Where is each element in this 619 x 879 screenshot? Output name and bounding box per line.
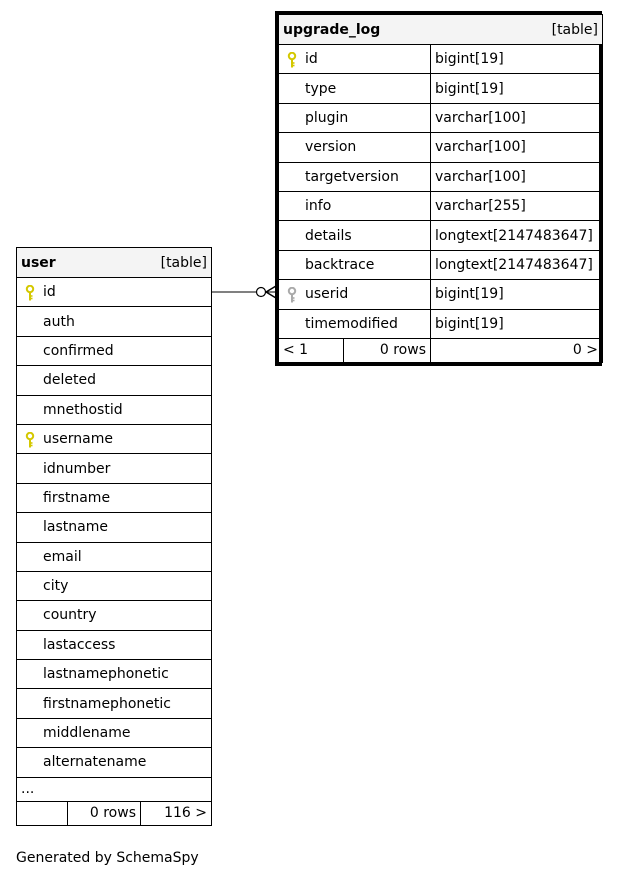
log-footer-rows: 0 rows — [344, 338, 431, 362]
table-row[interactable] — [17, 336, 212, 365]
column-type: bigint[19] — [431, 280, 603, 309]
column-name: firstnamephonetic — [43, 695, 171, 712]
column-name: username — [43, 431, 113, 448]
more-columns-indicator: ... — [17, 777, 212, 801]
column-name: country — [43, 607, 97, 624]
column-id[interactable] — [279, 45, 431, 74]
column-city[interactable] — [17, 571, 212, 600]
column-name: id — [43, 284, 56, 301]
column-backtrace[interactable] — [279, 250, 431, 279]
column-lastnamephonetic[interactable] — [17, 660, 212, 689]
table-row[interactable] — [17, 601, 212, 630]
table-row[interactable] — [17, 395, 212, 424]
table-row[interactable] — [279, 103, 603, 132]
column-alternatename[interactable] — [17, 748, 212, 777]
user-footer-rows: 0 rows — [68, 801, 141, 825]
table-row[interactable] — [279, 162, 603, 191]
column-name: id — [305, 51, 318, 68]
column-name: lastname — [43, 519, 108, 536]
column-type[interactable] — [279, 74, 431, 103]
column-name: targetversion — [305, 168, 399, 185]
column-name: alternatename — [43, 754, 147, 771]
table-row[interactable] — [17, 483, 212, 512]
upgrade-log-table[interactable] — [275, 11, 602, 366]
column-name: plugin — [305, 109, 349, 126]
column-name: auth — [43, 313, 75, 330]
table-row[interactable] — [17, 366, 212, 395]
column-middlename[interactable] — [17, 718, 212, 747]
log-footer-children: 0 > — [431, 338, 603, 362]
user-table-name: user — [21, 254, 56, 271]
column-type: varchar[255] — [431, 191, 603, 220]
column-type: varchar[100] — [431, 133, 603, 162]
table-row[interactable] — [17, 748, 212, 777]
column-name: idnumber — [43, 460, 111, 477]
table-row[interactable] — [279, 280, 603, 309]
column-confirmed[interactable] — [17, 336, 212, 365]
table-row[interactable] — [17, 454, 212, 483]
column-auth[interactable] — [17, 307, 212, 336]
column-info[interactable] — [279, 191, 431, 220]
column-name: lastaccess — [43, 636, 116, 653]
column-type: varchar[100] — [431, 103, 603, 132]
table-row[interactable] — [17, 689, 212, 718]
user-table-kind: [table] — [160, 254, 207, 271]
table-row[interactable] — [17, 571, 212, 600]
column-name: deleted — [43, 372, 96, 389]
column-type: longtext[2147483647] — [431, 250, 603, 279]
upgrade-log-table-name: upgrade_log — [283, 21, 381, 38]
table-row[interactable] — [279, 250, 603, 279]
table-row[interactable] — [17, 278, 212, 307]
column-firstnamephonetic[interactable] — [17, 689, 212, 718]
column-lastname[interactable] — [17, 513, 212, 542]
user-footer-children[interactable]: 116 > — [141, 801, 212, 825]
log-footer-parents[interactable]: < 1 — [279, 338, 344, 362]
column-timemodified[interactable] — [279, 309, 431, 338]
table-row[interactable] — [279, 74, 603, 103]
table-row[interactable] — [17, 630, 212, 659]
table-row[interactable] — [279, 133, 603, 162]
column-country[interactable] — [17, 601, 212, 630]
table-row[interactable] — [279, 45, 603, 74]
column-details[interactable] — [279, 221, 431, 250]
column-type: bigint[19] — [431, 74, 603, 103]
column-lastaccess[interactable] — [17, 630, 212, 659]
table-row[interactable] — [17, 513, 212, 542]
table-row[interactable] — [279, 191, 603, 220]
column-name: info — [305, 198, 332, 215]
column-version[interactable] — [279, 133, 431, 162]
column-name: confirmed — [43, 342, 114, 359]
user-table-header[interactable] — [17, 248, 212, 278]
table-row[interactable] — [17, 542, 212, 571]
table-row[interactable] — [17, 660, 212, 689]
column-name: type — [305, 80, 337, 97]
column-name: backtrace — [305, 256, 375, 273]
user-table[interactable] — [16, 247, 211, 826]
column-type: varchar[100] — [431, 162, 603, 191]
table-row[interactable] — [279, 309, 603, 338]
column-deleted[interactable] — [17, 366, 212, 395]
column-name: version — [305, 139, 357, 156]
table-row[interactable] — [17, 307, 212, 336]
column-name: city — [43, 578, 69, 595]
table-row[interactable] — [17, 424, 212, 453]
column-plugin[interactable] — [279, 103, 431, 132]
column-id[interactable] — [17, 278, 212, 307]
column-firstname[interactable] — [17, 483, 212, 512]
column-mnethostid[interactable] — [17, 395, 212, 424]
column-name: middlename — [43, 725, 131, 742]
column-name: timemodified — [305, 315, 398, 332]
column-targetversion[interactable] — [279, 162, 431, 191]
column-type: bigint[19] — [431, 309, 603, 338]
column-name: mnethostid — [43, 401, 123, 418]
column-name: email — [43, 548, 82, 565]
table-row[interactable] — [279, 221, 603, 250]
column-username[interactable] — [17, 424, 212, 453]
column-type: longtext[2147483647] — [431, 221, 603, 250]
user-footer-parents — [17, 801, 68, 825]
column-name: firstname — [43, 489, 111, 506]
column-userid[interactable] — [279, 280, 431, 309]
column-name: lastnamephonetic — [43, 666, 169, 683]
table-row[interactable] — [17, 718, 212, 747]
column-name: details — [305, 227, 352, 244]
upgrade-log-table-kind: [table] — [551, 21, 598, 38]
column-type: bigint[19] — [431, 45, 603, 74]
column-name: userid — [305, 286, 349, 303]
column-idnumber[interactable] — [17, 454, 212, 483]
generated-by-label: Generated by SchemaSpy — [16, 850, 199, 866]
column-email[interactable] — [17, 542, 212, 571]
upgrade-log-table-header[interactable] — [279, 15, 603, 45]
